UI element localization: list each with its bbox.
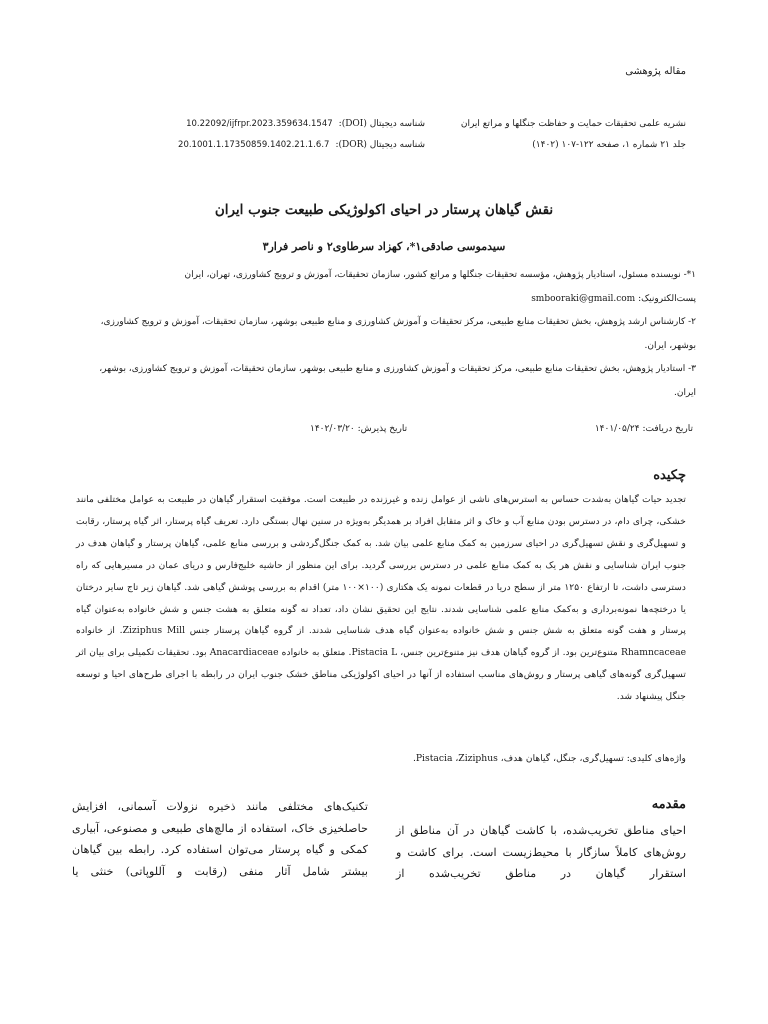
identifiers (150, 119, 425, 161)
affiliation-1: ۱*- نویسنده مسئول، استادیار پژوهش، مؤسسه تحقیقات جنگلها و مراتع کشور، سازمان تحقیقات، آموزش و ترویج کشاورزی، تهران، ایران (184, 270, 696, 280)
affiliations (64, 264, 696, 405)
article-title: نقش گیاهان پرستار در احیای اکولوژیکی طبیعت جنوب ایران (214, 202, 554, 218)
received-date: تاریخ دریافت: ۱۴۰۱/۰۵/۲۴ (594, 424, 693, 434)
abstract-heading: چکیده (653, 468, 686, 483)
affiliation-3: ۳- استادیار پژوهش، بخش تحقیقات منابع طبیعی، مرکز تحقیقات و آموزش کشاورزی و منابع طبیعی بوشهر، سازمان تحقیقات، آموزش و ترویج کشاورزی، بوشهر، (99, 364, 696, 374)
affiliation-2-cont: بوشهر، ایران. (644, 340, 696, 351)
doi-label: شناسه دیجیتال (DOI): (338, 119, 425, 129)
journal-issue: جلد ۲۱ شماره ۱، صفحه ۱۲۲-۱۰۷ (۱۴۰۲) (532, 140, 686, 150)
author-list: سیدموسی صادقی۱*، کهزاد سرطاوی۲ و ناصر فرار۳ (262, 240, 506, 253)
abstract-text: تجدید حیات گیاهان به‌شدت حساس به استرس‌های ناشی از عوامل زنده و غیرزنده در طبیعت است. موفقیت استقرار گیاهان در طبیعت به عوامل مختلفی مانند خشکی، چرای دام، در دسترس بودن منابع آب و خاک و اثر متقابل افراد بر همدیگر به‌ویژه در سنین نهال بستگی دارد. تعریف گیاه پرستار، اثر گیاه پرستار، رقابت و تسهیل‌گری و نقش تسهیل‌گری در احیای سرزمین به کمک منابع علمی بیان شد. به کمک جنگل‌گردشی و بررسی منابع علمی، گیاهان پرستار و گیاهان هدف در جنوب ایران شناسایی و نقش هر یک به کمک منابع علمی در دسترس بررسی گردید. برای این منظور از حاشیه خلیج‌فارس و دریای عمان در مسیرهایی که راه دسترسی داشت، تا ارتفاع ۱۲۵۰ متر از سطح دریا در قطعات نمونه یک هکتاری (۱۰۰×۱۰۰ متر) اقدام به بررسی پوشش گیاهی شد. گیاهان زیر تاج سایر درختان یا درختچه‌ها نمونه‌برداری و به‌کمک منابع علمی شناسایی شدند. نتایج این تحقیق نشان داد، تعداد نه گونه متعلق به هشت جنس و شش خانواده به‌عنوان گیاه پرستار و هفت گونه متعلق به شش جنس و شش خانواده به‌عنوان گیاه هدف شناسایی شدند. از گروه گیاهان پرستار جنس Ziziphus Mill. از خانواده Rhamncaceae متنوع‌ترین بود. از گروه گیاهان هدف نیز متنوع‌ترین جنس، Pistacia L. متعلق به خانواده Anacardiaceae بود. تحقیقات تکمیلی برای بیان اثر تسهیل‌گری گونه‌های گیاهی پرستار و روش‌های مناسب استفاده از آنها در احیای اکولوژیکی مناطق خشک جنوب ایران در رابطه با اجرای طرح‌های احیا و توسعه جنگل پیشنهاد شد. (76, 494, 687, 703)
keywords: واژه‌های کلیدی: تسهیل‌گری، جنگل، گیاهان هدف، Pistacia ،Ziziphus. (412, 753, 686, 764)
doi-row (150, 119, 425, 140)
accepted-date: تاریخ پذیرش: ۱۴۰۲/۰۳/۲۰ (310, 424, 408, 434)
dor-label: شناسه دیجیتال (DOR): (335, 140, 425, 150)
introduction-heading: مقدمه (651, 797, 686, 812)
corresponding-email[interactable]: پست‌الکترونیک: smbooraki@gmail.com (531, 293, 696, 304)
affiliation-2: ۲- کارشناس ارشد پژوهش، بخش تحقیقات منابع طبیعی، مرکز تحقیقات و آموزش کشاورزی و منابع طبیعی بوشهر، سازمان تحقیقات، آموزش و ترویج کشاورزی، (100, 317, 696, 327)
dor-row (150, 140, 425, 161)
journal-name: نشریه علمی تحقیقات حمایت و حفاظت جنگلها و مراتع ایران (460, 119, 686, 129)
dor-value[interactable]: 20.1001.1.17350859.1402.21.1.6.7 (178, 140, 330, 150)
introduction-column-left: تکنیک‌های مختلفی مانند ذخیره نزولات آسمانی، افزایش حاصلخیزی خاک، استفاده از مالچ‌های طبیعی و مصنوعی، آبیاری کمکی و گیاه پرستار می‌توان استفاده کرد. رابطه بین گیاهان بیشتر شامل آثار منفی (رقابت و آللوپاتی) خنثی یا (72, 800, 368, 878)
article-type-label: مقاله پژوهشی (625, 66, 686, 77)
introduction-column-right: احیای مناطق تخریب‌شده، با کاشت گیاهان در آن مناطق از روش‌های کاملاً سازگار با محیط‌زیست است. برای کاشت و استقرار گیاهان در مناطق تخریب‌شده از (396, 824, 686, 880)
doi-value[interactable]: 10.22092/ijfrpr.2023.359634.1547 (186, 119, 333, 129)
affiliation-3-cont: ایران. (674, 387, 696, 398)
